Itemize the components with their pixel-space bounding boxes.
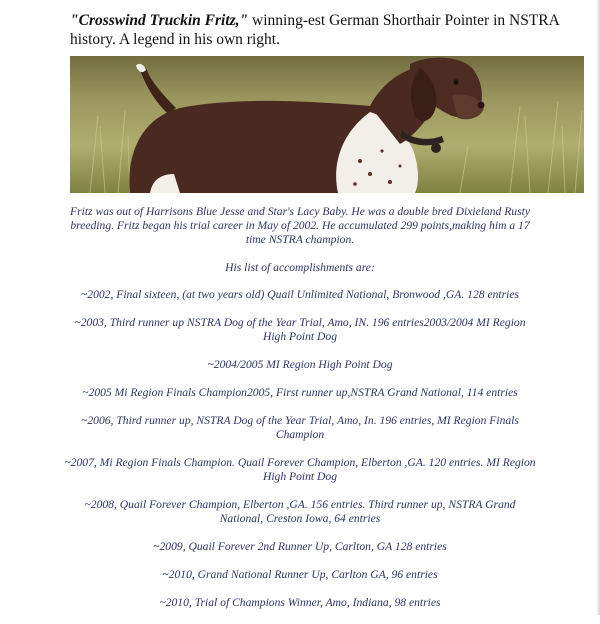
list-item: ~2004/2005 MI Region High Point Dog [207, 358, 393, 371]
list-item: ~2007, Mi Region Finals Champion. Quail Forever Champion, Elberton ,GA. 120 entries. MI Region High Point Dog [64, 456, 536, 483]
list-item: ~2010, Trial of Champions Winner, Amo, Indiana, 98 entries [159, 596, 441, 609]
list-item: ~2003, Third runner up NSTRA Dog of the Year Trial, Amo, IN. 196 entries2003/2004 MI Region High Point Dog [74, 316, 526, 343]
dog-photo-icon [70, 56, 584, 193]
list-item: ~2006, Third runner up, NSTRA Dog of the Year Trial, Amo, In. 196 entries, MI Region Finals Champion [81, 414, 519, 441]
list-item: ~2002, Final sixteen, (at two years old) Quail Unlimited National, Bronwood ,GA. 128 entries [81, 288, 519, 301]
body-text [62, 205, 538, 624]
intro-paragraph: Fritz was out of Harrisons Blue Jesse and Star's Lacy Baby. He was a double bred Dixieland Rusty breeding. Fritz began his trial career in May of 2002. He accumulated 299 points,making him a 17 time NSTRA champion. [70, 205, 530, 246]
list-item: ~2005 Mi Region Finals Champion2005, First runner up,NSTRA Grand National, 114 entries [82, 386, 518, 399]
list-item: ~2008, Quail Forever Champion, Elberton ,GA. 156 entries. Third runner up, NSTRA Grand National, Creston Iowa, 64 entries [84, 498, 516, 525]
dog-photo [70, 56, 584, 193]
list-heading: His list of accomplishments are: [225, 261, 375, 274]
list-item: ~2009, Quail Forever 2nd Runner Up, Carlton, GA 128 entries [153, 540, 447, 553]
dog-name: "Crosswind Truckin Fritz," [70, 12, 249, 29]
list-item: ~2010, Grand National Runner Up, Carlton GA, 96 entries [162, 568, 438, 581]
headline-text: winning-est German Shorthair Pointer in NSTRA history. A legend in his own right. [70, 12, 559, 48]
headline [70, 11, 570, 49]
